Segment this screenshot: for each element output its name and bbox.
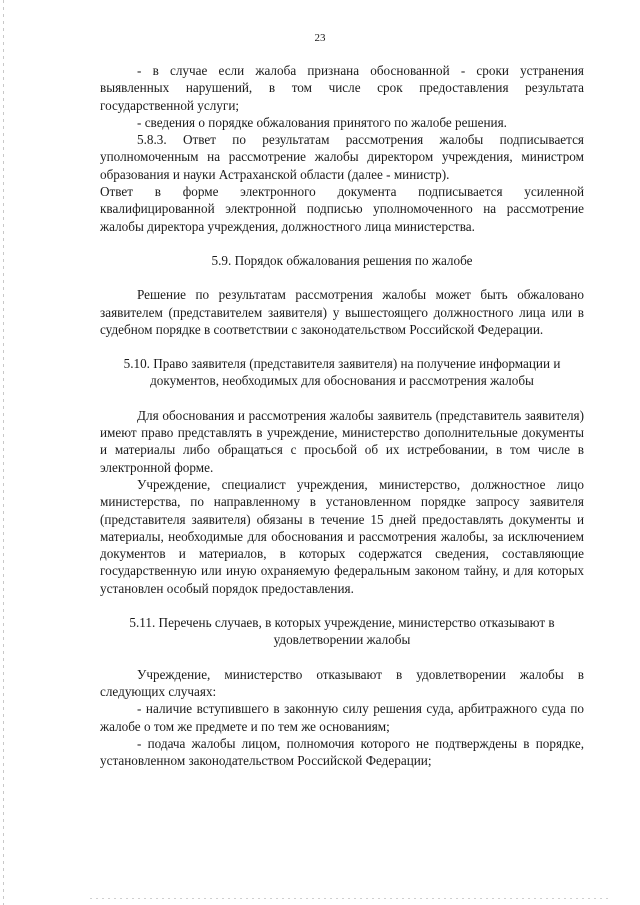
paragraph-5-10-right: Для обоснования и рассмотрения жалобы заявитель (представитель заявителя) имеют право представлять в учреждение, министерство дополнительные документы и материалы либо обращаться с просьбой об их истребовании, в том числе в электронной форме. bbox=[100, 407, 584, 475]
scan-left-edge bbox=[3, 0, 4, 905]
scan-bottom-edge bbox=[90, 898, 610, 899]
paragraph-electronic-answer: Ответ в форме электронного документа подписывается усиленной квалифицированной электронной подписью уполномоченного на рассмотрение жалобы директора учреждения, должностного лица министерства. bbox=[100, 184, 584, 234]
paragraph-5-11-intro: Учреждение, министерство отказывают в удовлетворении жалобы в следующих случаях: bbox=[100, 666, 584, 699]
list-item-unconfirmed-authority: - подача жалобы лицом, полномочия которого не подтверждены в порядке, установленном законодательством Российской Федерации; bbox=[100, 735, 584, 769]
heading-5-10: 5.10. Право заявителя (представителя заявителя) на получение информации и документов, необходимых для обоснования и рассмотрения жалобы bbox=[123, 356, 561, 389]
list-item-court-decision: - наличие вступившего в законную силу решения суда, арбитражного суда по жалобе о том же предмете и по тем же основаниям; bbox=[100, 701, 584, 734]
paragraph-5-9-body: Решение по результатам рассмотрения жалобы может быть обжаловано заявителем (представителем заявителя) у вышестоящего должностного лица или в судебном порядке в соответствии с законодательством Российской Федерации. bbox=[100, 287, 584, 337]
document-body bbox=[100, 62, 584, 769]
paragraph-5-8-3: 5.8.3. Ответ по результатам рассмотрения жалобы подписывается уполномоченным на рассмотрение жалобы директором учреждения, министром образования и науки Астраханской области (далее - министр). bbox=[100, 132, 584, 182]
heading-5-11: 5.11. Перечень случаев, в которых учреждение, министерство отказывают в удовлетворении жалобы bbox=[129, 615, 555, 648]
paragraph-5-10-obligation: Учреждение, специалист учреждения, министерство, должностное лицо министерства, по направленному в установленном порядке запросу заявителя (представителя заявителя) обязаны в течение 15 дней предоставлять документы и материалы, необходимые для обоснования и рассмотрения жалобы, за исключением документов и материалов, в которых содержатся сведения, составляющие государственную или иную охраняемую федеральным законом тайну, и для которых установлен особый порядок предоставления. bbox=[100, 476, 584, 596]
paragraph-result-deadlines: - в случае если жалоба признана обоснованной - сроки устранения выявленных нарушений, в том числе срок предоставления результата государственной услуги; bbox=[100, 63, 584, 113]
heading-5-9: 5.9. Порядок обжалования решения по жалобе bbox=[211, 252, 473, 268]
paragraph-appeal-info: - сведения о порядке обжалования принятого по жалобе решения. bbox=[137, 114, 507, 130]
page-number: 23 bbox=[314, 32, 326, 44]
